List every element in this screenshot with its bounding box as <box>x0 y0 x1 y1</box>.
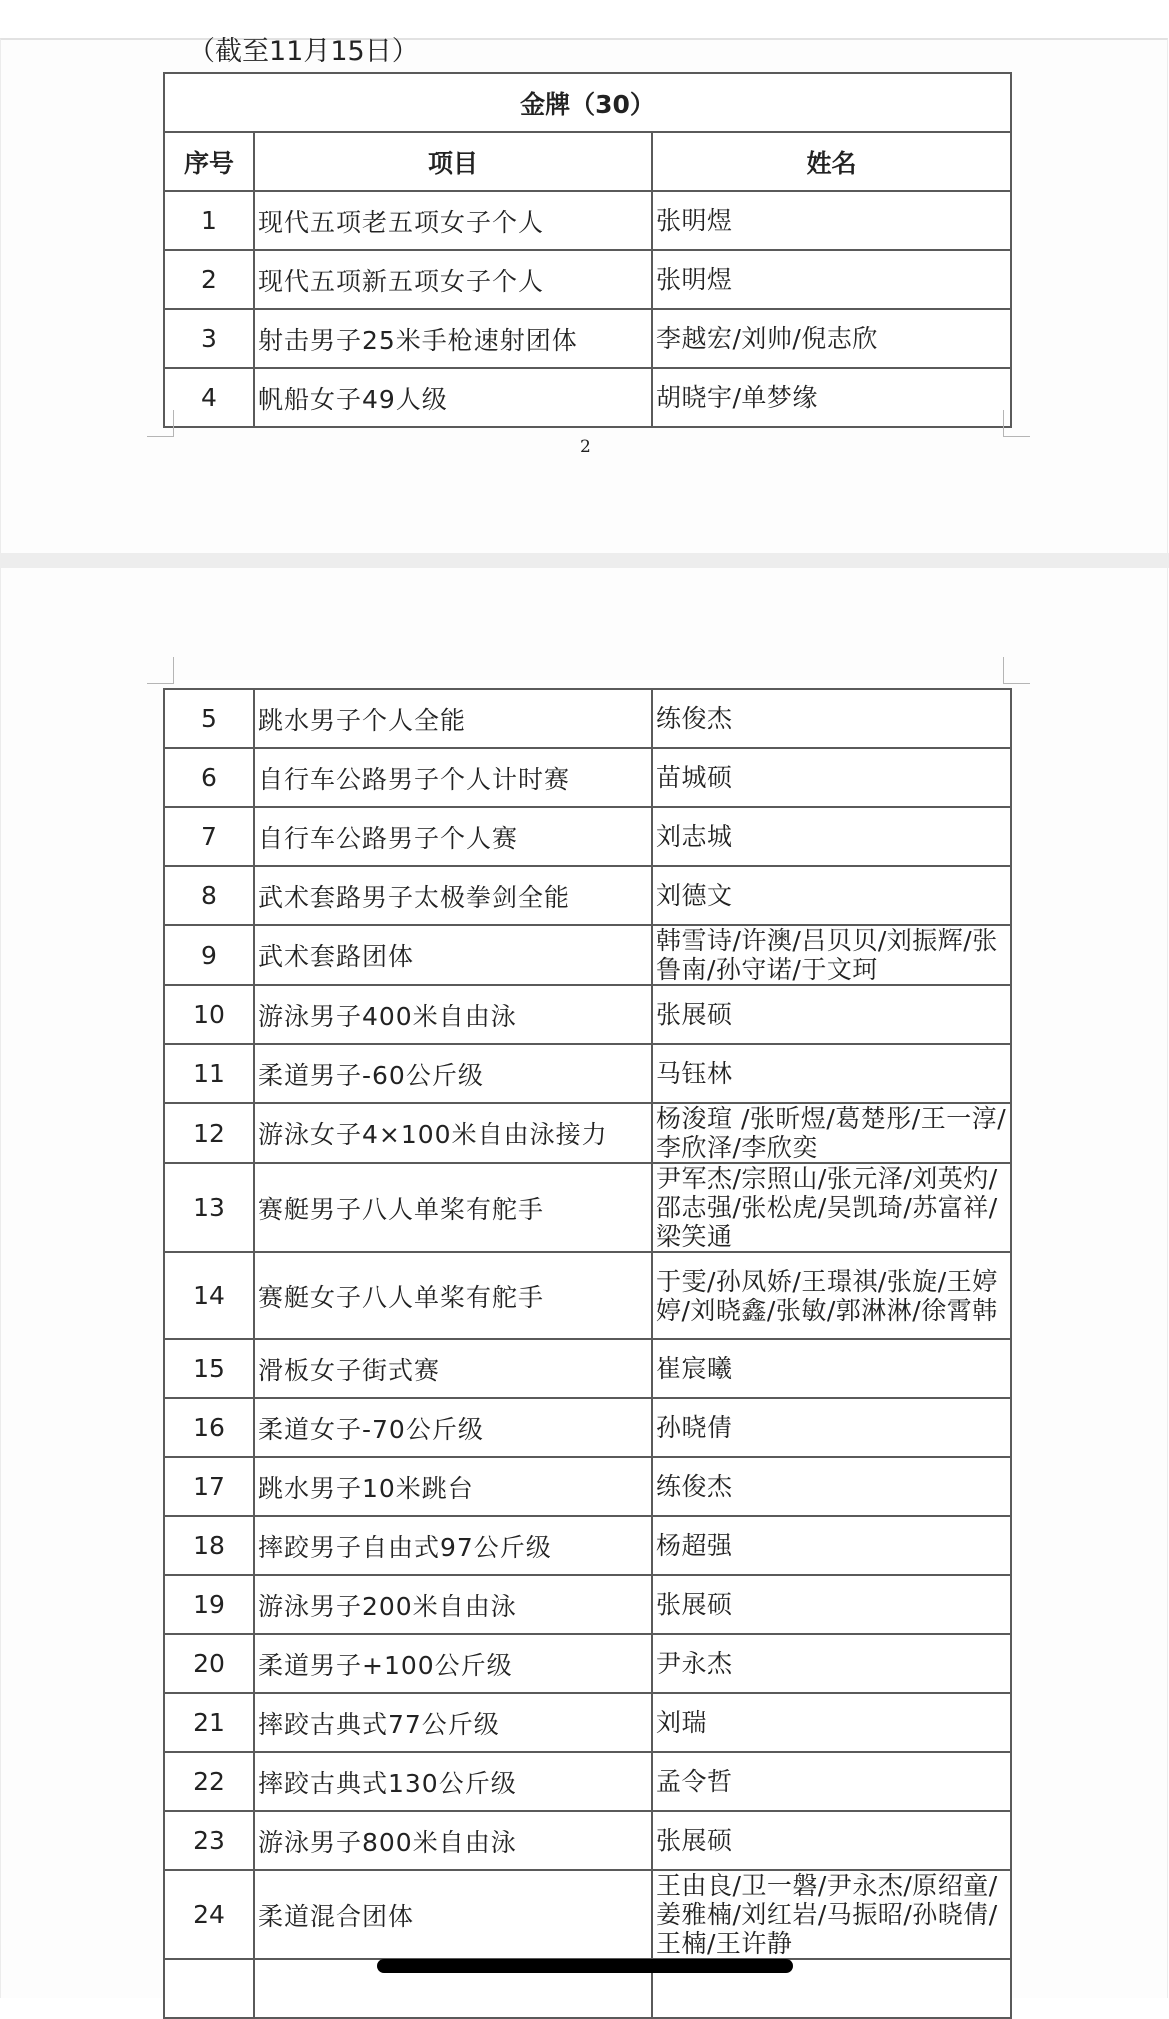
row-number: 4 <box>164 368 254 427</box>
column-header-number: 序号 <box>164 132 254 191</box>
table-row <box>164 250 1011 309</box>
page-margin-mark <box>1003 410 1030 437</box>
table-row <box>164 925 1011 985</box>
row-names: 杨浚瑄 /张昕煜/葛楚彤/王一淳/李欣泽/李欣奕 <box>652 1103 1011 1163</box>
column-header-name: 姓名 <box>652 132 1011 191</box>
table-row <box>164 985 1011 1044</box>
row-names: 尹军杰/宗照山/张元泽/刘英灼/邵志强/张松虎/吴凯琦/苏富祥/梁笑通 <box>652 1163 1011 1252</box>
row-number: 15 <box>164 1339 254 1398</box>
table-row <box>164 807 1011 866</box>
row-event: 柔道混合团体 <box>254 1870 652 1959</box>
row-number: 17 <box>164 1457 254 1516</box>
table-row <box>164 748 1011 807</box>
row-event: 游泳男子800米自由泳 <box>254 1811 652 1870</box>
row-number: 18 <box>164 1516 254 1575</box>
page-margin-mark <box>147 657 174 684</box>
row-number: 14 <box>164 1252 254 1339</box>
row-event: 赛艇女子八人单桨有舵手 <box>254 1252 652 1339</box>
row-number: 24 <box>164 1870 254 1959</box>
row-number: 20 <box>164 1634 254 1693</box>
gold-medal-table-page2 <box>163 688 1012 2019</box>
row-event: 柔道男子+100公斤级 <box>254 1634 652 1693</box>
row-names: 马钰林 <box>652 1044 1011 1103</box>
row-names: 尹永杰 <box>652 1634 1011 1693</box>
row-number: 22 <box>164 1752 254 1811</box>
row-event: 柔道男子-60公斤级 <box>254 1044 652 1103</box>
page-margin-mark <box>1003 657 1030 684</box>
table-row <box>164 689 1011 748</box>
row-number: 2 <box>164 250 254 309</box>
row-names: 刘瑞 <box>652 1693 1011 1752</box>
row-names: 练俊杰 <box>652 689 1011 748</box>
table-row <box>164 1044 1011 1103</box>
row-names: 苗城硕 <box>652 748 1011 807</box>
gold-medal-table-page1 <box>163 72 1012 428</box>
table-row <box>164 309 1011 368</box>
row-event: 武术套路男子太极拳剑全能 <box>254 866 652 925</box>
row-number: 6 <box>164 748 254 807</box>
row-names: 张展硕 <box>652 1811 1011 1870</box>
date-note: （截至11月15日） <box>188 36 419 67</box>
row-number: 8 <box>164 866 254 925</box>
table-title: 金牌（30） <box>164 73 1011 132</box>
table-row <box>164 1163 1011 1252</box>
table-row <box>164 1516 1011 1575</box>
table-row <box>164 1103 1011 1163</box>
row-names: 王由良/卫一磐/尹永杰/原绍童/姜雅楠/刘红岩/马振昭/孙晓倩/王楠/王许静 <box>652 1870 1011 1959</box>
row-names: 孟令哲 <box>652 1752 1011 1811</box>
row-event: 赛艇男子八人单桨有舵手 <box>254 1163 652 1252</box>
row-number: 23 <box>164 1811 254 1870</box>
row-event: 游泳女子4×100米自由泳接力 <box>254 1103 652 1163</box>
row-number: 7 <box>164 807 254 866</box>
row-number: 5 <box>164 689 254 748</box>
row-event: 射击男子25米手枪速射团体 <box>254 309 652 368</box>
row-number: 1 <box>164 191 254 250</box>
table-row <box>164 1398 1011 1457</box>
table-row <box>164 1252 1011 1339</box>
table-row <box>164 1811 1011 1870</box>
table-row <box>164 1575 1011 1634</box>
row-event: 摔跤古典式77公斤级 <box>254 1693 652 1752</box>
table-row <box>164 1457 1011 1516</box>
row-event: 自行车公路男子个人计时赛 <box>254 748 652 807</box>
row-names: 张展硕 <box>652 1575 1011 1634</box>
column-header-event: 项目 <box>254 132 652 191</box>
row-names: 胡晓宇/单梦缘 <box>652 368 1011 427</box>
row-event: 游泳男子400米自由泳 <box>254 985 652 1044</box>
row-number: 11 <box>164 1044 254 1103</box>
row-number: 19 <box>164 1575 254 1634</box>
table-header-row <box>164 132 1011 191</box>
page-number: 2 <box>580 437 591 457</box>
page-separator <box>0 553 1169 568</box>
row-number: 3 <box>164 309 254 368</box>
row-event: 跳水男子10米跳台 <box>254 1457 652 1516</box>
row-names: 刘志城 <box>652 807 1011 866</box>
row-number: 12 <box>164 1103 254 1163</box>
row-event: 滑板女子街式赛 <box>254 1339 652 1398</box>
row-number <box>164 1959 254 2018</box>
row-event: 自行车公路男子个人赛 <box>254 807 652 866</box>
row-names: 张展硕 <box>652 985 1011 1044</box>
row-names: 孙晓倩 <box>652 1398 1011 1457</box>
row-event: 游泳男子200米自由泳 <box>254 1575 652 1634</box>
row-names: 杨超强 <box>652 1516 1011 1575</box>
row-names: 练俊杰 <box>652 1457 1011 1516</box>
table-row <box>164 1752 1011 1811</box>
table-row <box>164 191 1011 250</box>
table-row <box>164 368 1011 427</box>
row-names: 张明煜 <box>652 191 1011 250</box>
row-event: 武术套路团体 <box>254 925 652 985</box>
row-event: 柔道女子-70公斤级 <box>254 1398 652 1457</box>
table-row <box>164 1634 1011 1693</box>
row-number: 10 <box>164 985 254 1044</box>
row-number: 16 <box>164 1398 254 1457</box>
row-names: 韩雪诗/许澳/吕贝贝/刘振辉/张鲁南/孙守诺/于文珂 <box>652 925 1011 985</box>
row-names: 刘德文 <box>652 866 1011 925</box>
row-names: 张明煜 <box>652 250 1011 309</box>
home-indicator-bar[interactable] <box>377 1959 793 1973</box>
row-event: 摔跤古典式130公斤级 <box>254 1752 652 1811</box>
row-event: 帆船女子49人级 <box>254 368 652 427</box>
row-event: 现代五项老五项女子个人 <box>254 191 652 250</box>
row-names: 崔宸曦 <box>652 1339 1011 1398</box>
table-row <box>164 1693 1011 1752</box>
row-names: 于雯/孙凤娇/王璟祺/张旋/王婷婷/刘晓鑫/张敏/郭淋淋/徐霄韩 <box>652 1252 1011 1339</box>
row-number: 13 <box>164 1163 254 1252</box>
row-event: 跳水男子个人全能 <box>254 689 652 748</box>
row-event: 摔跤男子自由式97公斤级 <box>254 1516 652 1575</box>
page-margin-mark <box>147 410 174 437</box>
row-event: 现代五项新五项女子个人 <box>254 250 652 309</box>
row-names: 李越宏/刘帅/倪志欣 <box>652 309 1011 368</box>
table-row <box>164 1339 1011 1398</box>
row-number: 9 <box>164 925 254 985</box>
row-number: 21 <box>164 1693 254 1752</box>
table-row <box>164 866 1011 925</box>
table-row <box>164 1870 1011 1959</box>
